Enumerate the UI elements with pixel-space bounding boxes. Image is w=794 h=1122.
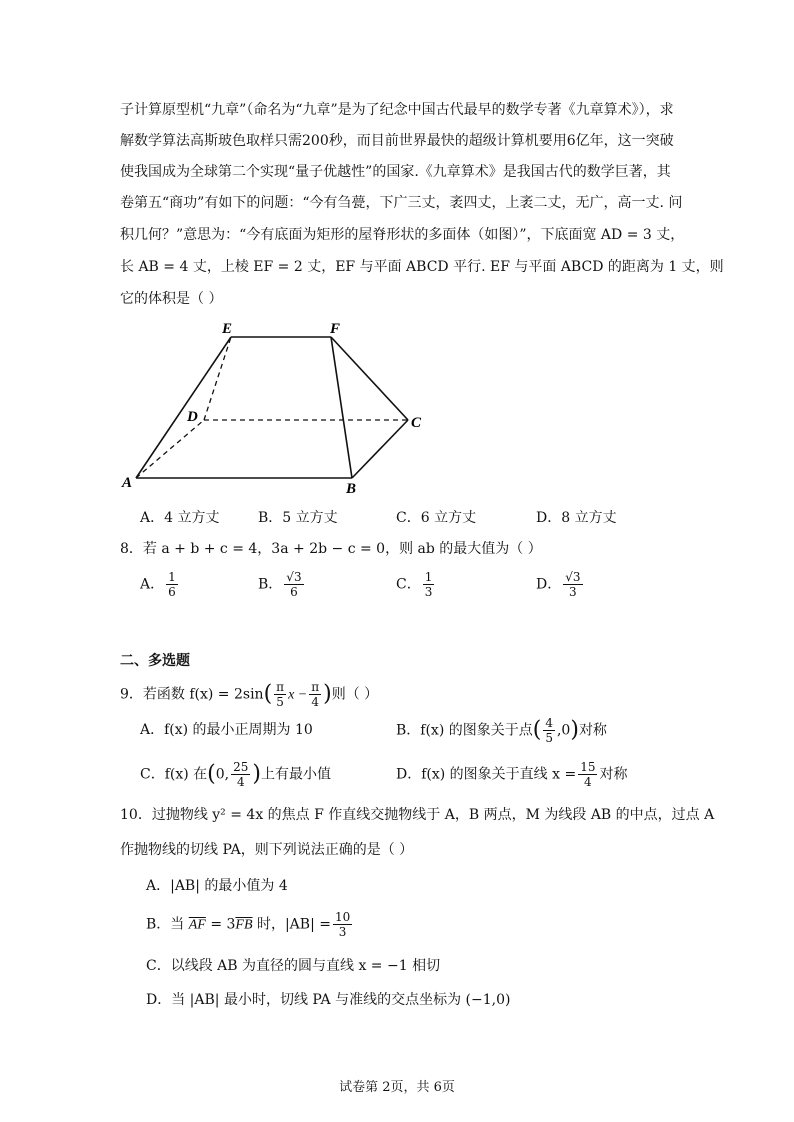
edge-fb [331, 337, 352, 478]
page-footer: 试卷第 2页，共 6页 [339, 1080, 455, 1095]
q8-option-b: B． $\frac{√3}{6}$ [258, 570, 302, 599]
edge-de [204, 337, 231, 420]
edge-bc [352, 420, 408, 478]
label-e: E [222, 321, 233, 337]
edge-ae [136, 337, 231, 478]
label-d: D [187, 409, 198, 425]
intro-line-1: 子计算原型机“九章”（命名为“九章”是为了纪念中国古代最早的数学专著《九章算术》），求 [120, 102, 674, 118]
q8-option-d: D． $\frac{√3}{3}$ [536, 570, 581, 599]
section-title: 二、多选题 [120, 653, 190, 669]
q10-stem-line-2: 作抛物线的切线 PA，则下列说法正确的是（ ） [120, 842, 414, 858]
q9-option-d: D．f(x) 的图象关于直线 x = $\frac{15}{4}$ 对称 [396, 760, 628, 789]
polyhedron-figure [110, 315, 440, 500]
label-c: C [411, 415, 422, 431]
q8-option-c: C． $\frac{1}{3}$ [396, 570, 433, 599]
intro-line-3: 使我国成为全球第二个实现“量子优越性”的国家.《九章算术》是我国古代的数学巨著，其 [120, 164, 671, 180]
q7-option-d: D．8 立方丈 [536, 510, 617, 526]
edge-fc [331, 337, 408, 420]
q9-option-b: B．f(x) 的图象关于点( $\frac{4}{5}$ ,0)对称 [396, 716, 607, 745]
label-a: A [122, 475, 133, 491]
intro-line-7: 它的体积是（ ） [120, 291, 223, 307]
label-b: B [346, 481, 357, 497]
intro-line-6: 长 AB = 4 丈，上棱 EF = 2 丈，EF 与平面 ABCD 平行. EF 与平面 ABCD 的距离为 1 丈，则 [120, 259, 724, 275]
q9-option-c: C．f(x) 在(0, $\frac{25}{4}$ )上有最小值 [140, 760, 331, 789]
q10-stem-line-1: 10．过抛物线 y² = 4x 的焦点 F 作直线交抛物线于 A，B 两点，M 为线段 AB 的中点，过点 A [120, 807, 715, 823]
q10-option-a: A．|AB| 的最小值为 4 [146, 878, 288, 894]
label-f: F [330, 321, 341, 337]
q8-option-a: A． $\frac{1}{6}$ [140, 570, 176, 599]
q10-option-c: C．以线段 AB 为直径的圆与直线 x = −1 相切 [146, 958, 441, 974]
q9-stem: 9．若函数 f(x) = 2sin( $\frac{\pi}{5}$ x − $\frac{\pi}{4}$ )则（ ） [120, 680, 379, 709]
q8-stem: 8．若 a + b + c = 4，3a + 2b − c = 0，则 ab 的最大值为（ ） [120, 541, 542, 557]
q10-option-b: B．当 $\overline{AF} = 3\overline{FB}$ 时，|AB| = $\frac{10}{3}$ [146, 910, 351, 939]
intro-line-2: 解数学算法高斯玻色取样只需200秒，而目前世界最快的超级计算机要用6亿年，这一突破 [120, 133, 674, 149]
q7-option-b: B．5 立方丈 [258, 510, 338, 526]
q7-option-a: A．4 立方丈 [140, 510, 220, 526]
q10-option-d: D．当 |AB| 最小时，切线 PA 与准线的交点坐标为 (−1,0) [146, 992, 511, 1008]
q9-option-a: A．f(x) 的最小正周期为 10 [140, 722, 313, 738]
intro-line-4: 卷第五“商功”有如下的问题：“今有刍甍，下广三丈，袤四丈，上袤二丈，无广，高一丈. 问 [120, 195, 683, 211]
intro-line-5: 积几何？”意思为：“今有底面为矩形的屋脊形状的多面体（如图）”，下底面宽 AD = 3 丈， [120, 227, 685, 243]
q7-option-c: C．6 立方丈 [396, 510, 477, 526]
